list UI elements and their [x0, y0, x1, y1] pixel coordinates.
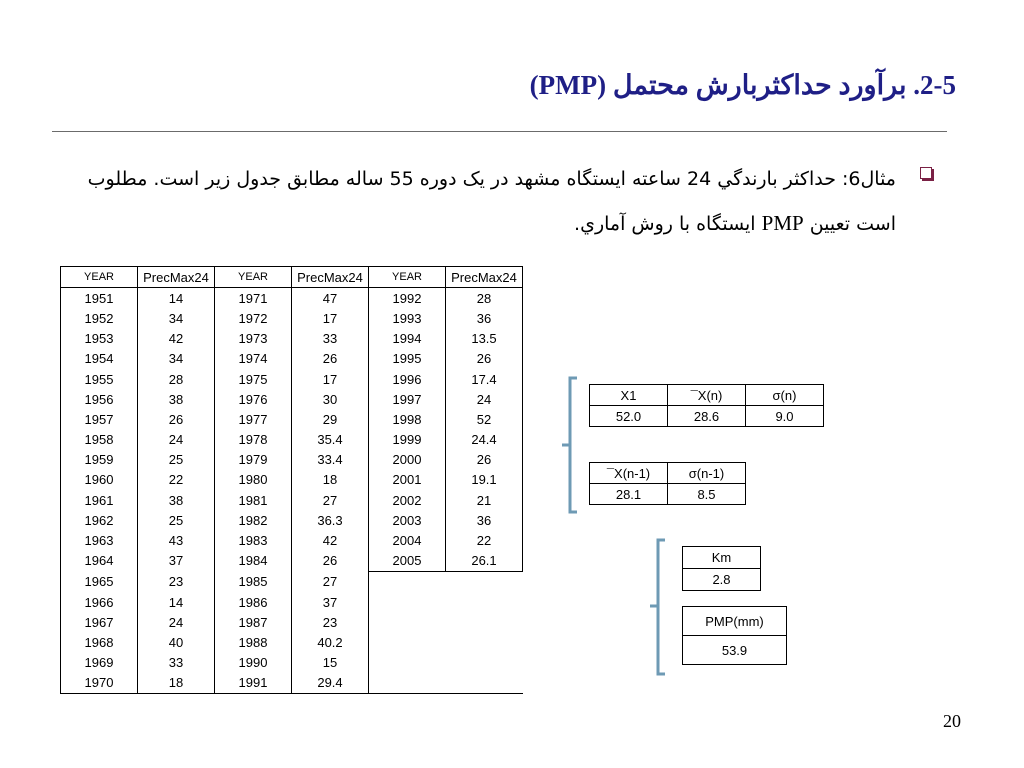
year-cell: 1999: [369, 430, 446, 450]
year-cell: 1972: [215, 308, 292, 328]
precip-cell: 26: [292, 551, 369, 572]
year-cell: 1982: [215, 510, 292, 530]
year-cell: 1978: [215, 430, 292, 450]
year-cell: 1973: [215, 329, 292, 349]
precip-cell: 34: [138, 349, 215, 369]
stat-value-x1: 52.0: [590, 406, 668, 427]
year-cell: 1987: [215, 612, 292, 632]
year-cell: 2004: [369, 530, 446, 550]
precip-cell: 52: [446, 409, 523, 429]
precip-cell: 15: [292, 653, 369, 673]
precip-cell: 38: [138, 490, 215, 510]
problem-line-2-post: ايستگاه با روش آماري.: [574, 213, 762, 235]
stat-header-sigma-n: σ(n): [746, 385, 824, 406]
year-cell: 1976: [215, 389, 292, 409]
problem-line-2-pre: است تعیین: [803, 213, 896, 235]
year-cell: 1985: [215, 571, 292, 592]
precip-cell: 43: [138, 530, 215, 550]
year-cell: 1963: [61, 530, 138, 550]
stats-n-table: [589, 384, 824, 427]
bracket-stats: [562, 378, 577, 512]
precip-cell: 35.4: [292, 430, 369, 450]
precip-cell: 36: [446, 510, 523, 530]
year-cell: 1974: [215, 349, 292, 369]
year-cell: 1986: [215, 592, 292, 612]
precip-cell: 19.1: [446, 470, 523, 490]
column-header: YEAR: [215, 267, 292, 288]
column-header: YEAR: [61, 267, 138, 288]
precip-cell: 27: [292, 571, 369, 592]
year-cell: 1965: [61, 571, 138, 592]
precip-cell: 22: [138, 470, 215, 490]
stat-value-mean-n: 28.6: [668, 406, 746, 427]
bracket-result: [650, 540, 665, 674]
precip-cell: 24: [446, 389, 523, 409]
year-cell: 1994: [369, 329, 446, 349]
column-header: PrecMax24: [138, 267, 215, 288]
stat-header-sigma-n1: σ(n-1): [668, 463, 746, 484]
year-cell: 1958: [61, 430, 138, 450]
year-cell: 1956: [61, 389, 138, 409]
km-label: Km: [683, 547, 761, 569]
year-cell: 2001: [369, 470, 446, 490]
year-cell: 1988: [215, 632, 292, 652]
precip-cell: 17.4: [446, 369, 523, 389]
stat-header-x1: X1: [590, 385, 668, 406]
precip-cell: 40: [138, 632, 215, 652]
precip-cell: 38: [138, 389, 215, 409]
precip-cell: 14: [138, 592, 215, 612]
year-cell: 1967: [61, 612, 138, 632]
year-cell: 1993: [369, 308, 446, 328]
year-cell: 1960: [61, 470, 138, 490]
stat-value-mean-n1: 28.1: [590, 484, 668, 505]
year-cell: 1990: [215, 653, 292, 673]
year-cell: 1992: [369, 288, 446, 309]
year-cell: 1991: [215, 673, 292, 694]
year-cell: 1977: [215, 409, 292, 429]
column-header: YEAR: [369, 267, 446, 288]
precip-cell: 36: [446, 308, 523, 328]
precip-cell: 37: [292, 592, 369, 612]
km-value: 2.8: [683, 569, 761, 591]
precip-cell: 28: [446, 288, 523, 309]
year-cell: 1975: [215, 369, 292, 389]
precip-cell: 47: [292, 288, 369, 309]
stat-header-mean-n: ¯X(n): [668, 385, 746, 406]
precip-cell: 26: [138, 409, 215, 429]
precip-cell: 24: [138, 430, 215, 450]
year-cell: 1966: [61, 592, 138, 612]
precip-cell: 24: [138, 612, 215, 632]
year-cell: 1984: [215, 551, 292, 572]
year-cell: 1997: [369, 389, 446, 409]
column-header: PrecMax24: [292, 267, 369, 288]
precip-cell: 29.4: [292, 673, 369, 694]
year-cell: 1962: [61, 510, 138, 530]
precip-cell: 28: [138, 369, 215, 389]
year-cell: 1955: [61, 369, 138, 389]
year-cell: 1981: [215, 490, 292, 510]
stat-value-sigma-n: 9.0: [746, 406, 824, 427]
precip-cell: 27: [292, 490, 369, 510]
precip-cell: 37: [138, 551, 215, 572]
precip-cell: 33.4: [292, 450, 369, 470]
precip-cell: 30: [292, 389, 369, 409]
precip-cell: 34: [138, 308, 215, 328]
year-cell: 2002: [369, 490, 446, 510]
precip-cell: 29: [292, 409, 369, 429]
precip-cell: 25: [138, 510, 215, 530]
precip-cell: 14: [138, 288, 215, 309]
year-cell: 1961: [61, 490, 138, 510]
year-cell: 1953: [61, 329, 138, 349]
slide-title: 2-5. برآورد حداکثربارش محتمل (PMP): [529, 70, 956, 100]
stat-header-mean-n1: ¯X(n-1): [590, 463, 668, 484]
precip-cell: 23: [292, 612, 369, 632]
stats-n-minus-1-table: [589, 462, 746, 505]
precip-cell: 42: [138, 329, 215, 349]
precip-cell: 36.3: [292, 510, 369, 530]
precip-cell: 40.2: [292, 632, 369, 652]
precip-cell: 17: [292, 308, 369, 328]
year-cell: 2005: [369, 551, 446, 572]
precip-cell: 22: [446, 530, 523, 550]
problem-line-2-pmp: PMP: [761, 211, 804, 235]
precip-cell: 33: [138, 653, 215, 673]
year-cell: 1952: [61, 308, 138, 328]
year-cell: 1957: [61, 409, 138, 429]
year-cell: 1954: [61, 349, 138, 369]
year-cell: 1971: [215, 288, 292, 309]
year-cell: 1980: [215, 470, 292, 490]
precip-cell: 24.4: [446, 430, 523, 450]
precip-cell: 21: [446, 490, 523, 510]
year-cell: 2000: [369, 450, 446, 470]
precip-cell: 25: [138, 450, 215, 470]
precip-cell: 26: [446, 450, 523, 470]
year-cell: 2003: [369, 510, 446, 530]
pmp-label: PMP(mm): [683, 607, 787, 636]
precip-cell: 17: [292, 369, 369, 389]
precip-cell: 13.5: [446, 329, 523, 349]
km-table: [682, 546, 761, 591]
year-cell: 1951: [61, 288, 138, 309]
year-cell: 1970: [61, 673, 138, 694]
year-cell: 1969: [61, 653, 138, 673]
problem-line-1: مثال6: حداکثر بارندگي 24 ساعته ايستگاه مشهد در یک دوره 55 ساله مطابق جدول زیر است. مطلوب: [87, 168, 896, 190]
year-cell: 1968: [61, 632, 138, 652]
precip-cell: 33: [292, 329, 369, 349]
precip-cell: 18: [292, 470, 369, 490]
year-cell: 1995: [369, 349, 446, 369]
year-cell: 1959: [61, 450, 138, 470]
year-cell: 1998: [369, 409, 446, 429]
year-cell: 1996: [369, 369, 446, 389]
precip-cell: 26: [446, 349, 523, 369]
year-cell: 1983: [215, 530, 292, 550]
column-header: PrecMax24: [446, 267, 523, 288]
precip-cell: 26: [292, 349, 369, 369]
pmp-table: [682, 606, 787, 665]
page-number: 20: [943, 711, 961, 731]
precip-cell: 23: [138, 571, 215, 592]
precip-cell: 26.1: [446, 551, 523, 572]
year-cell: 1964: [61, 551, 138, 572]
pmp-value: 53.9: [683, 636, 787, 665]
precip-cell: 42: [292, 530, 369, 550]
stat-value-sigma-n1: 8.5: [668, 484, 746, 505]
year-cell: 1979: [215, 450, 292, 470]
precip-cell: 18: [138, 673, 215, 694]
